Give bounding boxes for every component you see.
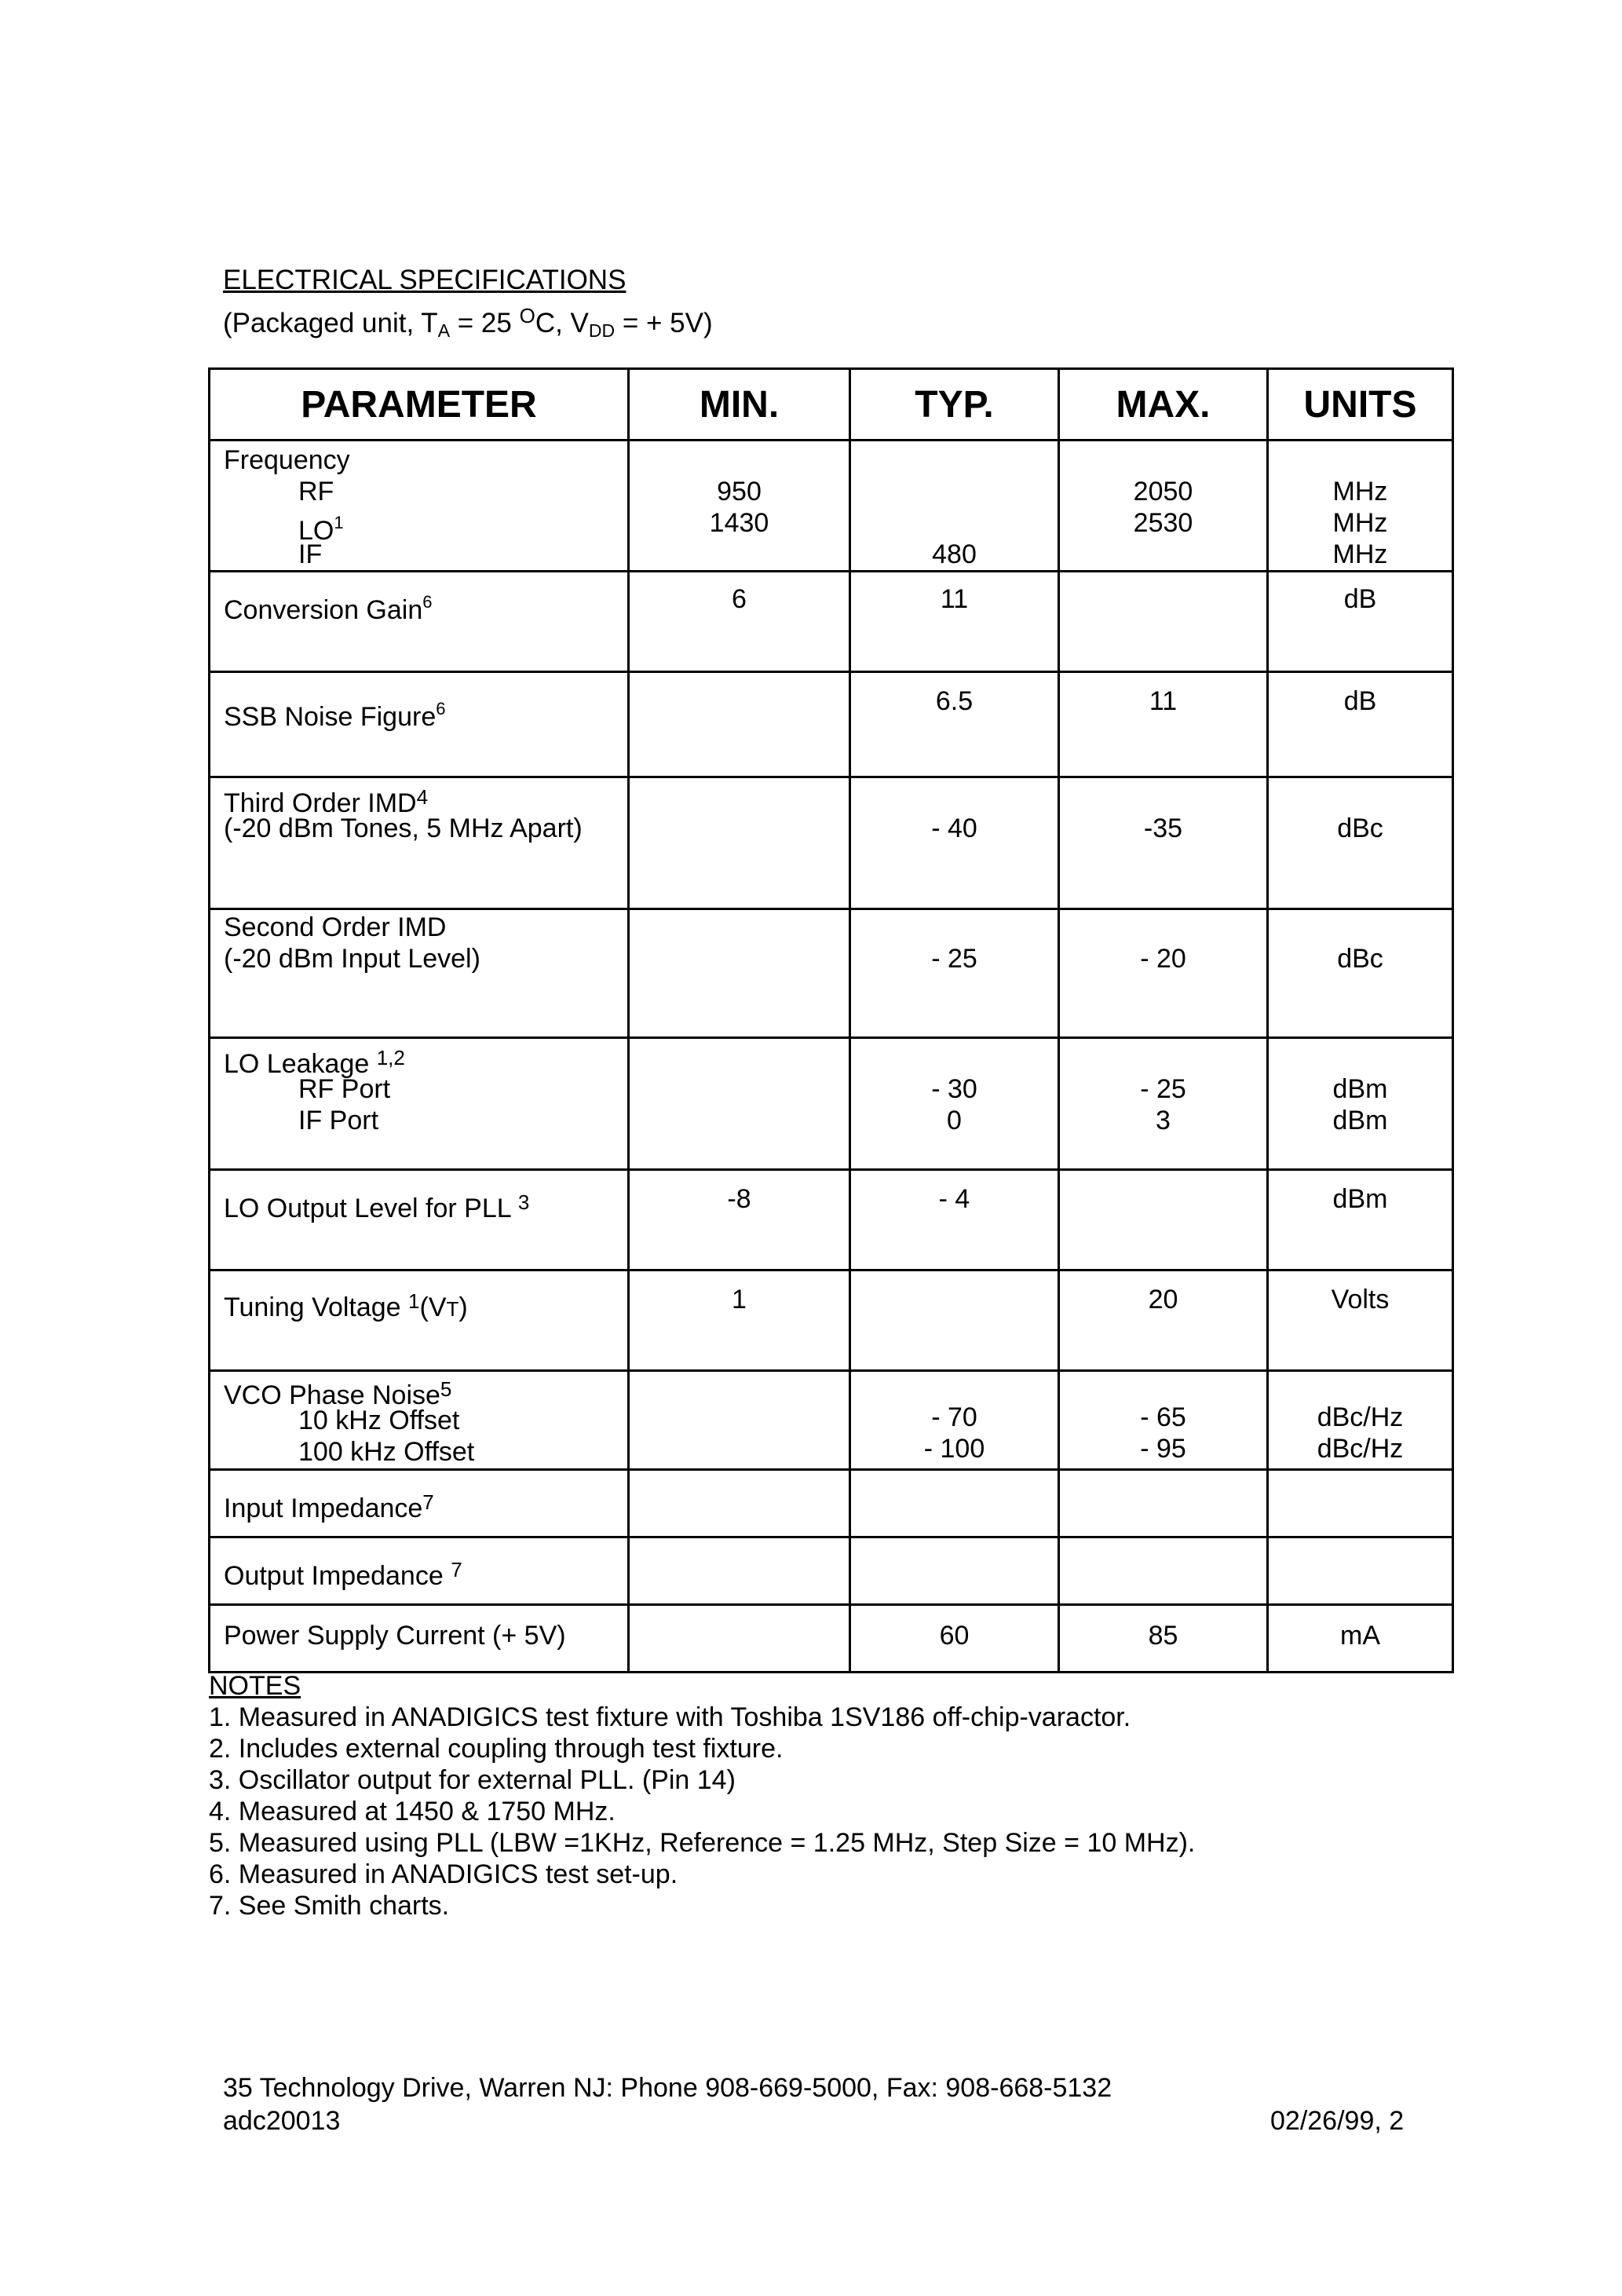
table-row — [210, 572, 1453, 672]
typ-cell: - 30 0 — [850, 1038, 1059, 1170]
typ-cell — [850, 1270, 1059, 1371]
header-typ: TYP. — [850, 369, 1059, 441]
units-cell — [1268, 1470, 1453, 1537]
param-cell: Conversion Gain$^6$ — [210, 572, 629, 672]
table-row — [210, 777, 1453, 909]
typ-cell: - 70 - 100 — [850, 1371, 1059, 1470]
note-item: 2. Includes external coupling through test fixture. — [209, 1734, 784, 1764]
table-row — [210, 1371, 1453, 1470]
note-item: 4. Measured at 1450 & 1750 MHz. — [209, 1797, 616, 1826]
typ-cell: 480 — [850, 441, 1059, 572]
typ-cell: 11 — [850, 572, 1059, 672]
table-row — [210, 1038, 1453, 1170]
max-cell: - 20 — [1059, 909, 1268, 1038]
min-cell: 950 1430 — [629, 441, 850, 572]
max-cell: - 25 3 — [1059, 1038, 1268, 1170]
table-row — [210, 441, 1453, 572]
table-header-row — [210, 369, 1453, 441]
section-title: ELECTRICAL SPECIFICATIONS — [223, 265, 627, 295]
header-max: MAX. — [1059, 369, 1268, 441]
units-cell: mA — [1268, 1605, 1453, 1673]
param-cell: VCO Phase Noise$^5$ 10 kHz Offset 100 kHz Offset — [210, 1371, 629, 1470]
note-item: 6. Measured in ANADIGICS test set-up. — [209, 1859, 678, 1889]
footer-doc-id: adc20013 — [223, 2106, 341, 2136]
max-cell: - 65 - 95 — [1059, 1371, 1268, 1470]
param-cell: Input Impedance$^7$ — [210, 1470, 629, 1537]
typ-cell: - 40 — [850, 777, 1059, 909]
min-cell — [629, 1605, 850, 1673]
header-units: UNITS — [1268, 369, 1453, 441]
header-min: MIN. — [629, 369, 850, 441]
min-cell: -8 — [629, 1170, 850, 1270]
min-cell — [629, 909, 850, 1038]
table-row — [210, 1605, 1453, 1673]
spec-table — [208, 367, 1454, 1673]
note-item: 1. Measured in ANADIGICS test fixture with Toshiba 1SV186 off-chip-varactor. — [209, 1702, 1131, 1732]
units-cell: MHz MHz MHz — [1268, 441, 1453, 572]
table-row — [210, 672, 1453, 777]
param-cell: Output Impedance $^7$ — [210, 1537, 629, 1605]
typ-cell — [850, 1470, 1059, 1537]
min-cell — [629, 672, 850, 777]
max-cell: -35 — [1059, 777, 1268, 909]
footer-address: 35 Technology Drive, Warren NJ: Phone 908-669-5000, Fax: 908-668-5132 — [223, 2073, 1112, 2103]
param-cell: LO Leakage $^{1,2}$ RF Port IF Port — [210, 1038, 629, 1170]
test-conditions: (Packaged unit, $T_A = 25$ $^O$C, $V_{DD}$ = + 5V) — [223, 304, 713, 341]
min-cell — [629, 1537, 850, 1605]
table-row — [210, 1170, 1453, 1270]
units-cell: dBc/Hz dBc/Hz — [1268, 1371, 1453, 1470]
table-row — [210, 1270, 1453, 1371]
note-item: 5. Measured using PLL (LBW =1KHz, Reference = 1.25 MHz, Step Size = 10 MHz). — [209, 1828, 1196, 1858]
table-row — [210, 1470, 1453, 1537]
max-cell — [1059, 572, 1268, 672]
units-cell: dBc — [1268, 777, 1453, 909]
min-cell — [629, 777, 850, 909]
typ-cell: - 25 — [850, 909, 1059, 1038]
table-row — [210, 909, 1453, 1038]
units-cell — [1268, 1537, 1453, 1605]
units-cell: dBm dBm — [1268, 1038, 1453, 1170]
param-cell: Power Supply Current (+ 5V) — [210, 1605, 629, 1673]
units-cell: dBc — [1268, 909, 1453, 1038]
min-cell: 6 — [629, 572, 850, 672]
param-cell: Third Order IMD$^4$ (-20 dBm Tones, 5 MHz Apart) — [210, 777, 629, 909]
footer-date-page: 02/26/99, 2 — [1270, 2106, 1405, 2136]
typ-cell: 60 — [850, 1605, 1059, 1673]
header-parameter: PARAMETER — [210, 369, 629, 441]
param-cell: SSB Noise Figure$^6$ — [210, 672, 629, 777]
table-row — [210, 1537, 1453, 1605]
max-cell — [1059, 1170, 1268, 1270]
units-cell: dB — [1268, 572, 1453, 672]
max-cell: 11 — [1059, 672, 1268, 777]
typ-cell: - 4 — [850, 1170, 1059, 1270]
max-cell — [1059, 1470, 1268, 1537]
units-cell: dB — [1268, 672, 1453, 777]
typ-cell: 6.5 — [850, 672, 1059, 777]
note-item: 3. Oscillator output for external PLL. (Pin 14) — [209, 1765, 736, 1795]
units-cell: dBm — [1268, 1170, 1453, 1270]
max-cell — [1059, 1537, 1268, 1605]
typ-cell — [850, 1537, 1059, 1605]
min-cell — [629, 1470, 850, 1537]
max-cell: 2050 2530 — [1059, 441, 1268, 572]
min-cell — [629, 1038, 850, 1170]
param-cell: Second Order IMD (-20 dBm Input Level) — [210, 909, 629, 1038]
notes-section — [209, 1670, 1195, 1921]
units-cell: Volts — [1268, 1270, 1453, 1371]
param-cell: Frequency RF $LO^1$ IF — [210, 441, 629, 572]
param-cell: Tuning Voltage $^1$(VT) — [210, 1270, 629, 1371]
notes-title: NOTES — [209, 1671, 301, 1701]
max-cell: 20 — [1059, 1270, 1268, 1371]
note-item: 7. See Smith charts. — [209, 1891, 450, 1921]
param-cell: LO Output Level for PLL $^3$ — [210, 1170, 629, 1270]
min-cell: 1 — [629, 1270, 850, 1371]
max-cell: 85 — [1059, 1605, 1268, 1673]
min-cell — [629, 1371, 850, 1470]
